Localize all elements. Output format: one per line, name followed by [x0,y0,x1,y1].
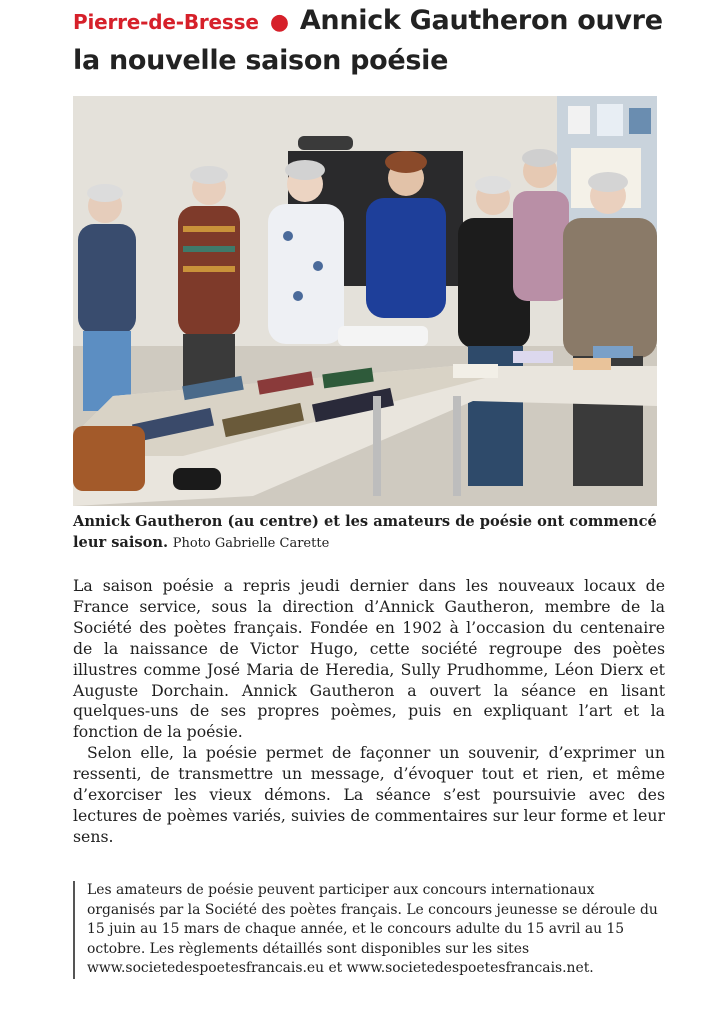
article-photo [73,96,657,506]
article-title: Annick Gautheron ouvre la nouvelle saison poésie [73,5,663,76]
chair [338,326,428,346]
photo-illustration [73,96,657,506]
glasses-case [173,468,221,490]
handbag [73,426,145,491]
body-paragraph-2: Selon elle, la poésie permet de façonner un souvenir, d’exprimer un ressenti, de transmettre un message, d’évoquer tout et rien, et même d’exorciser les vieux démons. La séance s’est poursuivie avec des lectures de poèmes variés, suivies de commentaires sur leur forme et leur sens. [73,743,665,846]
caption-text: Annick Gautheron (au centre) et les amateurs de poésie ont commencé leur saison. [73,513,657,551]
article-body [73,576,665,848]
location-kicker: Pierre-de-Bresse [73,10,259,34]
photo-credit: Photo Gabrielle Carette [172,536,330,551]
person-7 [563,172,657,486]
camera [298,136,353,150]
info-box: Les amateurs de poésie peuvent participer aux concours internationaux organisés par la Société des poètes français. Le concours jeunesse se déroule du 15 juin au 15 mars de chaque année, et le concours adulte du 15 avril au 15 octobre. Les règlements détaillés sont disponibles sur les sites www.societedespoetesfrancais.eu et www.societedespoetesfrancais.net. [73,881,665,979]
photo-caption [73,511,673,554]
bullet-separator: ● [269,10,289,35]
body-paragraph-1: La saison poésie a repris jeudi dernier dans les nouveaux locaux de France service, sous la direction d’Annick Gautheron, membre de la Société des poètes français. Fondée en 1902 à l’occasion du centenaire de la naissance de Victor Hugo, cette société regroupe des poètes illustres comme José Maria de Heredia, Sully Prudhomme, Léon Dierx et Auguste Dorchain. Annick Gautheron a ouvert la séance en lisant quelques-uns de ses propres poèmes, puis en expliquant l’art et la fonction de la poésie. [73,576,665,742]
headline [73,2,693,80]
